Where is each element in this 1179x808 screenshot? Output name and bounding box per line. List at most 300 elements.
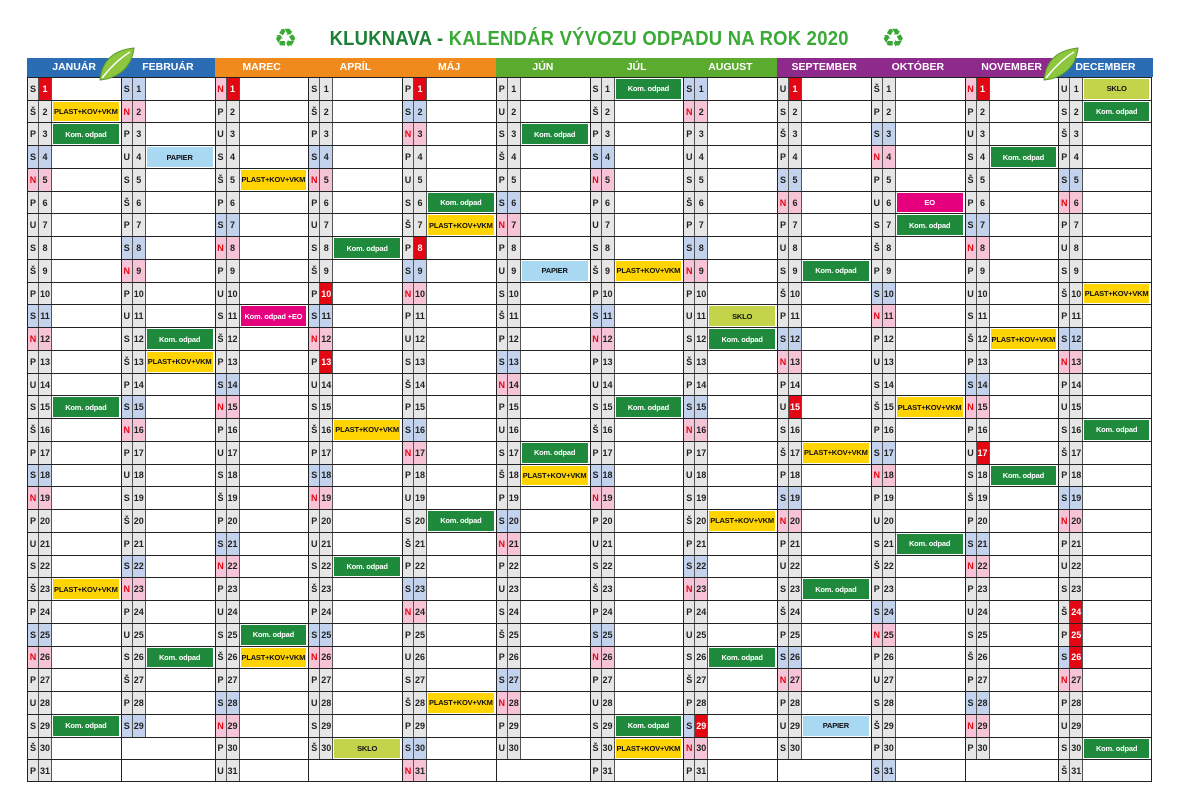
weekday-letter: P [497, 169, 508, 191]
day-number: 15 [320, 396, 333, 418]
weekday-letter: U [872, 669, 883, 691]
day-number: 26 [39, 647, 52, 669]
day-number: 10 [695, 283, 708, 305]
weekday-letter: P [497, 396, 508, 418]
weekday-letter: P [1059, 692, 1070, 714]
weekday-letter: U [403, 328, 414, 350]
day-number: 21 [1070, 533, 1083, 555]
weekday-letter: N [122, 101, 133, 123]
day-number: 4 [883, 146, 896, 168]
day-number: 22 [977, 556, 990, 578]
weekday-letter: P [778, 533, 789, 555]
collection-event: Kom. odpad [897, 534, 963, 554]
day-number: 8 [39, 237, 52, 259]
weekday-letter: N [309, 647, 320, 669]
day-row [215, 555, 309, 578]
day-row [308, 327, 402, 350]
day-number: 15 [508, 396, 521, 418]
leaf-icon [96, 44, 136, 84]
day-number: 22 [602, 556, 615, 578]
collection-event: Kom. odpad [803, 261, 869, 281]
weekday-letter: S [872, 760, 883, 781]
day-row [777, 236, 871, 259]
day-row [590, 646, 684, 669]
day-row [496, 759, 590, 782]
day-number: 22 [695, 556, 708, 578]
weekday-letter: S [28, 624, 39, 646]
weekday-letter: U [1059, 78, 1070, 100]
day-number: 24 [414, 601, 427, 623]
day-number: 2 [695, 101, 708, 123]
day-row [777, 259, 871, 282]
collection-event: Kom. odpad [53, 124, 119, 144]
weekday-letter: P [403, 237, 414, 259]
day-number: 6 [883, 192, 896, 214]
weekday-letter: S [778, 169, 789, 191]
day-number: 14 [1070, 374, 1083, 396]
day-number: 1 [227, 78, 240, 100]
day-row [27, 668, 121, 691]
day-row [590, 282, 684, 305]
weekday-letter: S [1059, 578, 1070, 600]
day-number: 29 [320, 715, 333, 737]
day-number: 23 [789, 578, 802, 600]
day-row [965, 464, 1059, 487]
collection-event: Kom. odpad [53, 716, 119, 736]
weekday-letter: P [684, 214, 695, 236]
weekday-letter: N [216, 78, 227, 100]
weekday-letter: P [1059, 305, 1070, 327]
day-row [496, 668, 590, 691]
day-row [683, 122, 777, 145]
day-row [215, 213, 309, 236]
weekday-letter: N [28, 328, 39, 350]
day-number: 25 [320, 624, 333, 646]
day-row [1058, 418, 1152, 441]
day-row [121, 691, 215, 714]
day-row [215, 737, 309, 760]
day-number: 9 [883, 260, 896, 282]
day-number: 28 [414, 692, 427, 714]
day-row [27, 327, 121, 350]
weekday-letter: P [403, 305, 414, 327]
weekday-letter: N [684, 578, 695, 600]
title-rest: KALENDÁR VÝVOZU ODPADU NA ROK 2020 [449, 27, 850, 50]
day-row [496, 168, 590, 191]
weekday-letter: Š [684, 510, 695, 532]
day-row [1058, 168, 1152, 191]
weekday-letter: N [591, 169, 602, 191]
weekday-letter: Š [122, 351, 133, 373]
day-row [683, 486, 777, 509]
day-row [27, 168, 121, 191]
weekday-letter: N [122, 578, 133, 600]
weekday-letter: Š [591, 419, 602, 441]
day-number: 21 [320, 533, 333, 555]
day-row [121, 145, 215, 168]
day-number: 17 [602, 442, 615, 464]
weekday-letter: P [28, 123, 39, 145]
weekday-letter: Š [1059, 601, 1070, 623]
day-number: 16 [39, 419, 52, 441]
weekday-letter: U [591, 533, 602, 555]
day-number: 30 [39, 738, 52, 760]
day-row [590, 486, 684, 509]
day-number: 9 [789, 260, 802, 282]
day-number: 8 [508, 237, 521, 259]
day-row [27, 122, 121, 145]
collection-event: PLAST+KOV+VKM [616, 739, 682, 759]
weekday-letter: S [122, 396, 133, 418]
weekday-letter: P [28, 283, 39, 305]
day-row [1058, 213, 1152, 236]
month-header: MÁJ [402, 58, 496, 77]
day-row [402, 168, 496, 191]
day-row [965, 236, 1059, 259]
weekday-letter: N [966, 556, 977, 578]
day-number: 24 [602, 601, 615, 623]
weekday-letter: S [684, 396, 695, 418]
day-number: 20 [508, 510, 521, 532]
weekday-letter: S [309, 78, 320, 100]
weekday-letter: S [216, 692, 227, 714]
day-row [1058, 236, 1152, 259]
weekday-letter: S [1059, 260, 1070, 282]
day-number: 1 [977, 78, 990, 100]
day-number: 3 [977, 123, 990, 145]
day-row [496, 486, 590, 509]
weekday-letter: P [403, 715, 414, 737]
day-number: 2 [977, 101, 990, 123]
day-row [777, 191, 871, 214]
day-number: 13 [1070, 351, 1083, 373]
day-row [121, 373, 215, 396]
weekday-letter: Š [591, 101, 602, 123]
weekday-letter: P [309, 123, 320, 145]
day-row [402, 259, 496, 282]
day-number: 26 [508, 647, 521, 669]
weekday-letter: S [28, 305, 39, 327]
day-row [683, 304, 777, 327]
weekday-letter: Š [28, 578, 39, 600]
day-row [308, 213, 402, 236]
day-number: 12 [789, 328, 802, 350]
day-row [777, 486, 871, 509]
weekday-letter: P [28, 442, 39, 464]
weekday-letter: N [1059, 510, 1070, 532]
day-number: 2 [1070, 101, 1083, 123]
day-row [27, 350, 121, 373]
day-number: 2 [320, 101, 333, 123]
weekday-letter: N [684, 260, 695, 282]
day-row [496, 100, 590, 123]
weekday-letter: S [778, 260, 789, 282]
day-number: 7 [1070, 214, 1083, 236]
weekday-letter: P [872, 487, 883, 509]
weekday-letter: U [216, 760, 227, 781]
day-number: 15 [1070, 396, 1083, 418]
day-row [590, 236, 684, 259]
day-row [121, 304, 215, 327]
weekday-letter: P [591, 510, 602, 532]
day-row [308, 373, 402, 396]
day-number: 18 [39, 465, 52, 487]
day-number: 17 [320, 442, 333, 464]
weekday-letter: S [966, 374, 977, 396]
weekday-letter: P [216, 510, 227, 532]
day-row [121, 714, 215, 737]
day-row [27, 737, 121, 760]
day-row [27, 714, 121, 737]
weekday-letter: S [1059, 101, 1070, 123]
day-number: 30 [414, 738, 427, 760]
day-row [402, 600, 496, 623]
weekday-letter: S [497, 442, 508, 464]
day-row [121, 282, 215, 305]
weekday-letter: P [309, 442, 320, 464]
day-number: 10 [883, 283, 896, 305]
weekday-letter: Š [122, 510, 133, 532]
day-row [402, 418, 496, 441]
day-row [402, 555, 496, 578]
day-row [121, 191, 215, 214]
weekday-letter: S [309, 624, 320, 646]
day-number: 29 [977, 715, 990, 737]
weekday-letter: N [309, 328, 320, 350]
day-row [496, 418, 590, 441]
weekday-letter: S [591, 465, 602, 487]
weekday-letter: S [497, 123, 508, 145]
weekday-letter: P [966, 260, 977, 282]
weekday-letter: N [497, 374, 508, 396]
day-number: 19 [602, 487, 615, 509]
collection-event: Kom. odpad [709, 648, 775, 668]
day-row [683, 373, 777, 396]
day-row [683, 350, 777, 373]
weekday-letter: P [403, 624, 414, 646]
day-number: 19 [789, 487, 802, 509]
weekday-letter: S [122, 169, 133, 191]
day-row [965, 600, 1059, 623]
weekday-letter: S [591, 305, 602, 327]
day-number: 4 [602, 146, 615, 168]
weekday-letter: Š [966, 487, 977, 509]
day-row [402, 623, 496, 646]
day-number: 25 [227, 624, 240, 646]
day-row [965, 122, 1059, 145]
day-number: 28 [695, 692, 708, 714]
day-row [121, 441, 215, 464]
day-number: 28 [508, 692, 521, 714]
day-number: 8 [133, 237, 146, 259]
day-row [871, 441, 965, 464]
day-row [308, 486, 402, 509]
day-number: 11 [320, 305, 333, 327]
day-number: 4 [977, 146, 990, 168]
weekday-letter: S [872, 123, 883, 145]
day-number: 11 [883, 305, 896, 327]
month-header: JÚN [496, 58, 590, 77]
day-row [590, 304, 684, 327]
weekday-letter: P [591, 669, 602, 691]
day-number: 25 [789, 624, 802, 646]
collection-event: Kom. odpad [616, 397, 682, 417]
day-number: 4 [414, 146, 427, 168]
day-row [402, 395, 496, 418]
day-row [121, 350, 215, 373]
day-row [121, 759, 215, 782]
weekday-letter: S [778, 419, 789, 441]
day-number: 26 [602, 647, 615, 669]
weekday-letter: S [403, 419, 414, 441]
day-number: 27 [977, 669, 990, 691]
day-number: 25 [977, 624, 990, 646]
day-row [215, 77, 309, 100]
day-row [496, 737, 590, 760]
collection-event: Kom. odpad +EO [241, 306, 307, 326]
weekday-letter: P [309, 669, 320, 691]
calendar-grid [27, 58, 1152, 782]
collection-event: Kom. odpad [147, 329, 213, 349]
day-row [871, 577, 965, 600]
weekday-letter: N [684, 101, 695, 123]
day-row [871, 373, 965, 396]
day-number: 23 [320, 578, 333, 600]
day-row [215, 373, 309, 396]
weekday-letter: P [591, 123, 602, 145]
day-number: 1 [320, 78, 333, 100]
day-number: 22 [1070, 556, 1083, 578]
day-number: 13 [414, 351, 427, 373]
day-number: 16 [508, 419, 521, 441]
day-number: 1 [414, 78, 427, 100]
day-row [777, 122, 871, 145]
weekday-letter: S [403, 101, 414, 123]
weekday-letter: S [966, 146, 977, 168]
day-row [308, 395, 402, 418]
weekday-letter: N [497, 692, 508, 714]
day-number: 26 [883, 647, 896, 669]
weekday-letter: P [1059, 374, 1070, 396]
weekday-letter: S [778, 578, 789, 600]
day-row [965, 350, 1059, 373]
weekday-letter: P [497, 556, 508, 578]
day-number: 19 [977, 487, 990, 509]
weekday-letter: S [684, 237, 695, 259]
day-number: 11 [133, 305, 146, 327]
day-row [215, 304, 309, 327]
weekday-letter: S [216, 624, 227, 646]
day-row [1058, 441, 1152, 464]
day-row [27, 509, 121, 532]
day-number: 5 [227, 169, 240, 191]
collection-event: PLAST+KOV+VKM [241, 648, 307, 668]
day-number: 26 [320, 647, 333, 669]
day-number: 30 [883, 738, 896, 760]
day-row [871, 100, 965, 123]
day-row [777, 737, 871, 760]
day-number: 28 [1070, 692, 1083, 714]
weekday-letter: Š [403, 692, 414, 714]
day-number: 27 [227, 669, 240, 691]
day-row [777, 350, 871, 373]
weekday-letter: Š [309, 419, 320, 441]
day-number: 16 [883, 419, 896, 441]
collection-event: Kom. odpad [334, 557, 400, 577]
weekday-letter: N [591, 328, 602, 350]
day-row [1058, 691, 1152, 714]
day-row [965, 327, 1059, 350]
weekday-letter: Š [872, 396, 883, 418]
weekday-letter: S [778, 328, 789, 350]
day-number: 14 [883, 374, 896, 396]
weekday-letter: P [778, 624, 789, 646]
day-row [1058, 304, 1152, 327]
day-row [27, 213, 121, 236]
day-number: 20 [789, 510, 802, 532]
day-number: 8 [227, 237, 240, 259]
weekday-letter: Š [1059, 283, 1070, 305]
weekday-letter: N [872, 146, 883, 168]
weekday-letter: P [1059, 146, 1070, 168]
weekday-letter: P [309, 510, 320, 532]
day-number: 14 [133, 374, 146, 396]
month-header: JANUÁR [27, 58, 121, 77]
weekday-letter: U [28, 692, 39, 714]
collection-event: PLAST+KOV+VKM [53, 579, 119, 599]
day-number: 19 [320, 487, 333, 509]
day-row [965, 213, 1059, 236]
weekday-letter: U [122, 465, 133, 487]
day-number: 26 [695, 647, 708, 669]
weekday-letter: P [216, 260, 227, 282]
day-row [965, 714, 1059, 737]
weekday-letter: Š [122, 192, 133, 214]
day-row [496, 714, 590, 737]
day-number: 17 [39, 442, 52, 464]
day-row [1058, 600, 1152, 623]
weekday-letter: P [28, 669, 39, 691]
day-number: 7 [695, 214, 708, 236]
day-number: 3 [414, 123, 427, 145]
day-number: 11 [508, 305, 521, 327]
day-number: 29 [133, 715, 146, 737]
weekday-letter: S [497, 669, 508, 691]
day-row [402, 213, 496, 236]
day-row [1058, 668, 1152, 691]
weekday-letter: Š [591, 578, 602, 600]
weekday-letter: Š [216, 328, 227, 350]
day-row [871, 259, 965, 282]
day-number: 30 [320, 738, 333, 760]
day-row [1058, 555, 1152, 578]
day-row [871, 668, 965, 691]
day-number: 10 [508, 283, 521, 305]
day-number: 29 [39, 715, 52, 737]
collection-event: Kom. odpad [991, 466, 1057, 486]
weekday-letter: Š [403, 533, 414, 555]
day-row [27, 646, 121, 669]
day-number: 29 [695, 715, 708, 737]
day-number: 2 [414, 101, 427, 123]
day-number: 12 [602, 328, 615, 350]
day-row [683, 441, 777, 464]
weekday-letter: S [684, 556, 695, 578]
weekday-letter: P [872, 647, 883, 669]
day-number: 29 [883, 715, 896, 737]
day-number: 23 [1070, 578, 1083, 600]
weekday-letter: P [591, 760, 602, 781]
